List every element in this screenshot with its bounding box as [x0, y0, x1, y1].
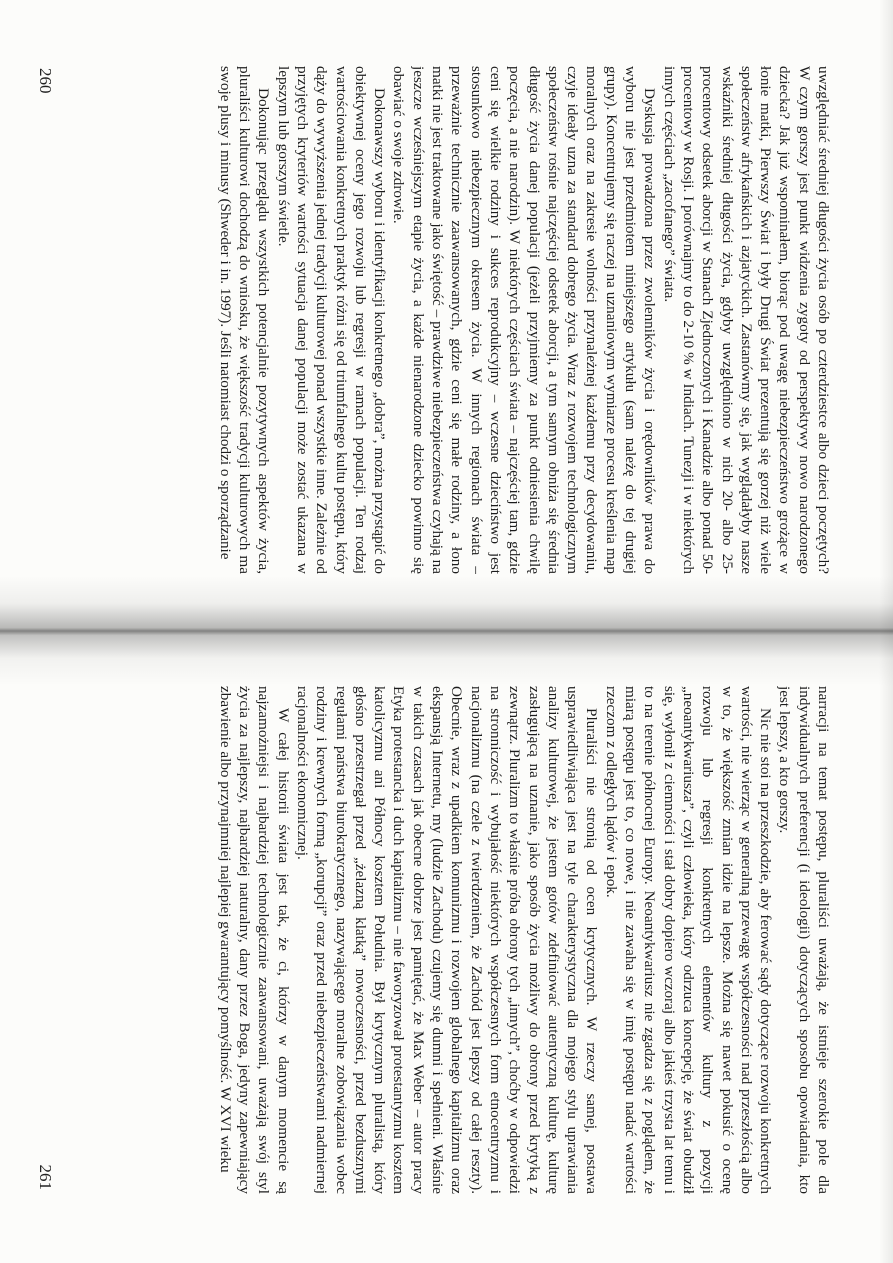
paragraph: Nic nie stoi na przeszkodzie, aby ferować sądy dotyczące rozwoju konkretnych wartości, nie wierząc w generalną przewagę współczesności nad przeszłością albo w to, że większość zmian idzie na lepsze. Można się nawet pokusić o ocenę rozwoju lub regresji konkretnych elementów kultury z pozycji „neoantykwariusza”, czyli człowieka, który odrzuca koncepcję, że świat obudził się, wyłonił z ciemności i stał dobry dopiero wczoraj albo jakieś trzysta lat temu i to na terenie północnej Europy. Neoantykwariusz nie zgadza się z poglądem, że miarą postępu jest to, co nowe, i nie zawaha się w imię postępu nadać wartości rzeczom z odległych lądów i epok. — [602, 686, 775, 1194]
left-page-text — [73, 66, 833, 574]
paragraph: Dokonawszy wyboru i identyfikacji konkretnego „dobra”, można przystąpić do obiektywnej oceny jego rozwoju lub regresji w ramach populacji. Ten rodzaj wartościowania konkretnych praktyk różni się od triumfalnego kultu postępu, który dąży do wywyższenia jednej tradycji kulturowej ponad wszystkie inne. Zależnie od przyjętych kryteriów wartości sytuacja danej populacji może zostać ukazana w lepszym lub gorszym świetle. — [274, 66, 389, 574]
page-number-left: 260 — [36, 68, 55, 94]
paragraph: uwzględniać średniej długości życia osób po czterdziestce albo dzieci poczętych? W czym gorszy jest punkt widzenia zygoty od perspektywy nowo narodzonego dziecka? Jak już wspominałem, biorąc pod uwagę niebezpieczeństwo grożące w łonie matki, Pierwszy Świat i były Drugi Świat prezentują się gorzej niż wiele społeczeństw afrykańskich i azjatyckich. Zastanówmy się, jak wyglądałyby nasze wskaźniki średniej długości życia, gdyby uwzględniono w nich 20- albo 25-procentowy odsetek aborcji w Stanach Zjednoczonych i Kanadzie albo ponad 50-procentowy w Rosji. I porównajmy to do 2-10 % w Indiach. Tunezji i w niektórych innych częściach „zacofanego” świata. — [660, 66, 832, 574]
paragraph: narracji na temat postępu, pluraliści uważają, że istnieje szerokie pole dla indywidualnych preferencji (i ideologii) dotyczących sposobu opowiadania, kto jest lepszy, a kto gorszy. — [776, 686, 832, 1194]
right-page-text — [73, 686, 833, 1194]
left-page — [0, 40, 893, 600]
paragraph: W całej historii świata jest tak, że ci, którzy w danym momencie są najzamożniejsi i najbardziej technologicznie zaawansowani, uważają swój styl życia za najlepszy, najbardziej naturalny, dany przez Boga, jedyny zapewniający zbawienie albo przynajmniej najlepiej gwarantujący pomyślność. W XVI wieku — [216, 686, 292, 1194]
paragraph: Dokonując przeglądu wszystkich potencjalnie pozytywnych aspektów życia, pluraliści kulturowi dochodzą do wniosku, że większość tradycji kulturowych ma swoje plusy i minusy (Shweder i in. 1997). Jeśli natomiast chodzi o sporządzanie — [216, 66, 273, 574]
paragraph: Dyskusja prowadzona przez zwolenników życia i orędowników prawa do wyboru nie jest przedmiotem niniejszego artykułu (sam należę do tej drugiej grupy). Koncentrujemy się raczej na uznaniowym wymiarze procesu kreślenia map moralnych oraz na zakresie wolności przynależnej każdemu przy decydowaniu, czyje ideały uzna za standard dobrego życia. Wraz z rozwojem technologicznym społeczeństw rośnie najczęściej odsetek aborcji, a tym samym obniża się średnia długość życia danej populacji (jeżeli przyjmiemy za punkt odniesienia chwilę poczęcia, a nie narodzin). W niektórych częściach świata – najczęściej tam, gdzie ceni się wielkie rodziny i sukces reprodukcyjny – wczesne dzieciństwo jest stosunkowo niebezpiecznym okresem życia. W innych regionach świata – przeważnie technicznie zaawansowanych, gdzie ceni się małe rodziny, a łono matki nie jest traktowane jako świętość – prawdziwe niebezpieczeństwa czyhają na jeszcze wcześniejszym etapie życia, a każde nienarodzone dziecko powinno się obawiać o swoje zdrowie. — [390, 66, 659, 574]
right-page — [0, 660, 893, 1220]
paragraph: Pluraliści nie stronią od ocen krytycznych. W rzeczy samej, postawa usprawiedliwiająca jest na tyle charakterystyczna dla mojego stylu uprawiania analizy kulturowej, że jestem gotów zdefiniować autentyczną kulturę, kulturę zasługującą na uznanie, jako sposób życia możliwy do obrony przed krytyką z zewnątrz. Pluralizm to właśnie próba obrony tych „innych”, choćby w odpowiedzi na stronniczość i wybujałość niektórych współczesnych form etnocentryzmu i nacjonalizmu (na czele z twierdzeniem, że Zachód jest lepszy od całej reszty). Obecnie, wraz z upadkiem komunizmu i rozwojem globalnego kapitalizmu oraz ekspansją Internetu, my (ludzie Zachodu) czujemy się dumni i spełnieni. Właśnie w takich czasach jak obecne dobrze jest pamiętać, że Max Weber – autor pracy Etyka protestancka i duch kapitalizmu – nie faworyzował protestantyzmu kosztem katolicyzmu ani Północy kosztem Południa. Był krytycznym pluralistą, który głośno przestrzegał przed „żelazną klatką” nowoczesności, przed bezdusznymi regułami państwa biurokratycznego, nazywającego moralne zobowiązania wobec rodziny i krewnych formą „korupcji” oraz przed niebezpieczeństwami nadmiernej racjonalności ekonomicznej. — [293, 686, 601, 1194]
page-number-right: 261 — [36, 1164, 55, 1190]
